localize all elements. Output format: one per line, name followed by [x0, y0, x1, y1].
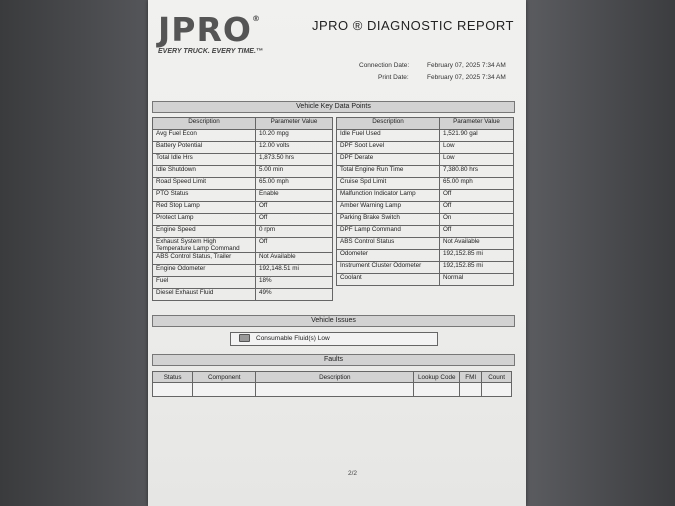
key-data-row — [337, 154, 514, 166]
row-value: Off — [256, 202, 333, 214]
row-description: Total Idle Hrs — [153, 154, 256, 166]
row-value: 1,521.90 gal — [440, 130, 514, 142]
row-value: Normal — [440, 274, 514, 286]
key-data-row — [337, 166, 514, 178]
row-value: 65.00 mph — [440, 178, 514, 190]
key-data-row — [153, 238, 333, 253]
row-value: 12.00 volts — [256, 142, 333, 154]
row-value: Not Available — [440, 238, 514, 250]
row-value: 192,152.85 mi — [440, 250, 514, 262]
row-value: 10.20 mpg — [256, 130, 333, 142]
key-data-row — [153, 154, 333, 166]
key-data-row — [153, 130, 333, 142]
print-date-value: February 07, 2025 7:34 AM — [427, 74, 506, 81]
row-value: On — [440, 214, 514, 226]
col-parameter-value: Parameter Value — [256, 118, 333, 130]
row-description: DPF Lamp Command — [337, 226, 440, 238]
key-data-row — [153, 178, 333, 190]
row-value: Low — [440, 154, 514, 166]
key-data-row — [153, 166, 333, 178]
fault-cell — [256, 383, 414, 397]
col-description: Description — [153, 118, 256, 130]
row-value: 5.00 min — [256, 166, 333, 178]
key-data-row — [153, 265, 333, 277]
row-description: Instrument Cluster Odometer — [337, 262, 440, 274]
row-description: Engine Odometer — [153, 265, 256, 277]
background-left — [0, 0, 150, 506]
logo-text: JPRO — [158, 10, 252, 49]
report-page — [148, 0, 526, 506]
fluid-icon — [239, 334, 250, 342]
key-data-row — [337, 202, 514, 214]
key-data-row — [153, 142, 333, 154]
row-description: Coolant — [337, 274, 440, 286]
key-data-row — [153, 190, 333, 202]
row-description: Exhaust System High Temperature Lamp Command — [153, 238, 256, 253]
key-data-banner: Vehicle Key Data Points — [152, 101, 515, 113]
background-right — [525, 0, 675, 506]
row-value: 0 rpm — [256, 226, 333, 238]
key-data-row — [337, 190, 514, 202]
row-description: DPF Derate — [337, 154, 440, 166]
issue-item — [230, 332, 438, 346]
row-value: Off — [440, 202, 514, 214]
key-data-row — [337, 262, 514, 274]
faults-table — [152, 371, 512, 397]
key-data-table-left — [152, 117, 333, 301]
key-data-row — [337, 226, 514, 238]
row-value: 49% — [256, 289, 333, 301]
fault-col: Count — [482, 372, 512, 383]
page-number: 2/2 — [348, 470, 358, 477]
col-parameter-value: Parameter Value — [440, 118, 514, 130]
vehicle-issues-banner: Vehicle Issues — [152, 315, 515, 327]
row-description: Road Speed Limit — [153, 178, 256, 190]
key-data-row — [337, 214, 514, 226]
fault-col: Description — [256, 372, 414, 383]
print-date-label: Print Date: — [378, 74, 409, 81]
connection-date-label: Connection Date: — [359, 62, 410, 69]
row-value: 1,873.50 hrs — [256, 154, 333, 166]
row-description: Diesel Exhaust Fluid — [153, 289, 256, 301]
fault-cell — [193, 383, 256, 397]
row-value: 192,152.85 mi — [440, 262, 514, 274]
row-value: Low — [440, 142, 514, 154]
fault-col: Lookup Code — [414, 372, 460, 383]
row-description: PTO Status — [153, 190, 256, 202]
key-data-row — [153, 277, 333, 289]
row-description: Cruise Spd Limit — [337, 178, 440, 190]
row-description: Amber Warning Lamp — [337, 202, 440, 214]
row-description: Engine Speed — [153, 226, 256, 238]
jpro-logo — [158, 10, 261, 49]
row-value: 65.00 mph — [256, 178, 333, 190]
fault-col: Status — [153, 372, 193, 383]
row-description: Idle Fuel Used — [337, 130, 440, 142]
row-value: 7,380.80 hrs — [440, 166, 514, 178]
row-description: Idle Shutdown — [153, 166, 256, 178]
key-data-row — [337, 250, 514, 262]
key-data-table-right — [336, 117, 514, 286]
faults-banner: Faults — [152, 354, 515, 366]
row-description: Parking Brake Switch — [337, 214, 440, 226]
row-description: Odometer — [337, 250, 440, 262]
row-description: Avg Fuel Econ — [153, 130, 256, 142]
key-data-row — [153, 289, 333, 301]
logo-mark: ® — [251, 14, 261, 23]
key-data-row — [153, 253, 333, 265]
fault-cell — [460, 383, 482, 397]
key-data-row — [337, 238, 514, 250]
col-description: Description — [337, 118, 440, 130]
key-data-row — [337, 130, 514, 142]
key-data-row — [337, 142, 514, 154]
row-value: Not Available — [256, 253, 333, 265]
key-data-row — [153, 202, 333, 214]
fault-cell — [153, 383, 193, 397]
row-description: Red Stop Lamp — [153, 202, 256, 214]
row-value: Off — [256, 214, 333, 226]
row-description: Protect Lamp — [153, 214, 256, 226]
fault-col: Component — [193, 372, 256, 383]
row-description: DPF Soot Level — [337, 142, 440, 154]
fault-cell — [414, 383, 460, 397]
row-value: Off — [440, 190, 514, 202]
key-data-row — [337, 274, 514, 286]
row-value: 192,148.51 mi — [256, 265, 333, 277]
fault-col: FMI — [460, 372, 482, 383]
report-title: JPRO ® DIAGNOSTIC REPORT — [312, 18, 514, 33]
row-description: Malfunction Indicator Lamp — [337, 190, 440, 202]
key-data-row — [337, 178, 514, 190]
row-value: Enable — [256, 190, 333, 202]
row-value: Off — [256, 238, 333, 253]
key-data-row — [153, 214, 333, 226]
row-description: ABS Control Status, Trailer — [153, 253, 256, 265]
row-description: Battery Potential — [153, 142, 256, 154]
connection-date-value: February 07, 2025 7:34 AM — [427, 62, 506, 69]
row-description: Fuel — [153, 277, 256, 289]
row-value: 18% — [256, 277, 333, 289]
fault-cell — [482, 383, 512, 397]
row-description: ABS Control Status — [337, 238, 440, 250]
logo-tagline: EVERY TRUCK. EVERY TIME.™ — [158, 48, 263, 55]
row-description: Total Engine Run Time — [337, 166, 440, 178]
key-data-row — [153, 226, 333, 238]
issue-text: Consumable Fluid(s) Low — [256, 335, 330, 342]
row-value: Off — [440, 226, 514, 238]
